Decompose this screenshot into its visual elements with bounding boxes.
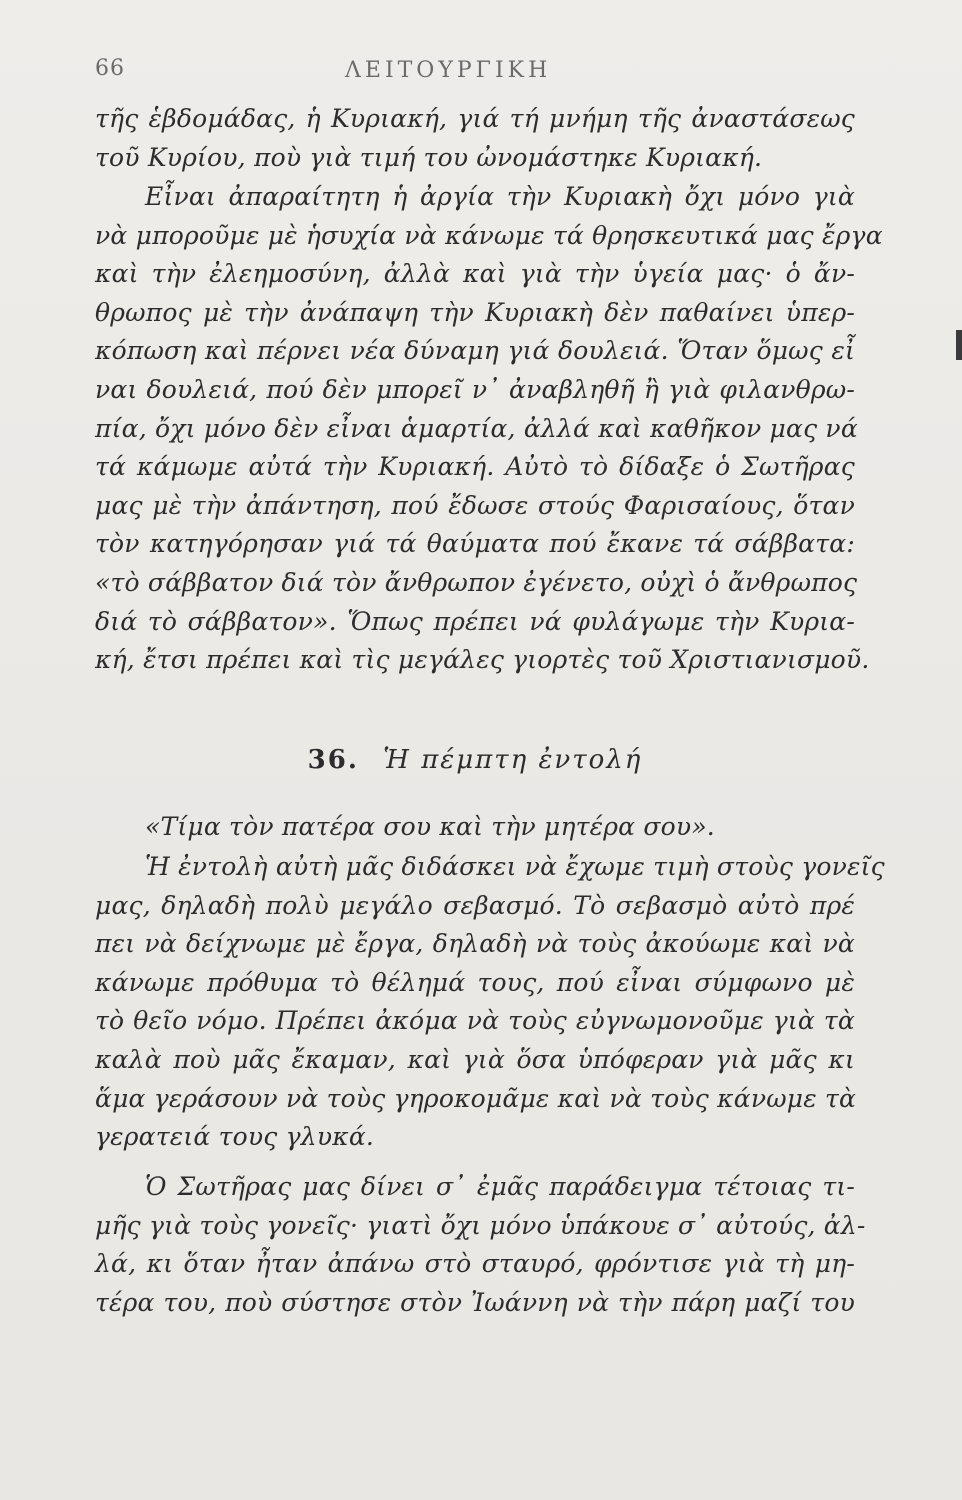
- text-line: ἅμα γεράσουν νὰ τοὺς γηροκομᾶμε καὶ νὰ τοὺς κάνωμε τὰ: [95, 1083, 857, 1113]
- text-line: Ὁ Σωτῆρας μας δίνει σ᾿ ἐμᾶς παράδειγμα τέτοιας τι-: [145, 1172, 855, 1201]
- text-line: διά τὸ σάββατον». Ὅπως πρέπει νά φυλάγωμε τὴν Κυρια-: [95, 606, 855, 636]
- text-line: θρωπος μὲ τὴν ἀνάπαψη τὴν Κυριακὴ δὲν παθαίνει ὑπερ-: [95, 297, 855, 327]
- text-line: μῆς γιὰ τοὺς γονεῖς· γιατὶ ὄχι μόνο ὑπάκουε σ᾿ αὐτούς, ἀλ-: [95, 1210, 866, 1240]
- text-line: κάνωμε πρόθυμα τὸ θέλημά τους, πού εἶναι σύμφωνο μὲ: [95, 967, 855, 997]
- text-line: καὶ τὴν ἐλεημοσύνη, ἀλλὰ καὶ γιὰ τὴν ὑγεία μας· ὁ ἄν-: [95, 259, 855, 289]
- paragraph-1: [95, 100, 855, 177]
- text-line: τὸ θεῖο νόμο. Πρέπει ἀκόμα νὰ τοὺς εὐγνωμονοῦμε γιὰ τὰ: [95, 1006, 855, 1036]
- text-line: γερατειά τους γλυκά.: [95, 1122, 375, 1152]
- paragraph-2: [95, 178, 883, 680]
- page-edge-mark: [956, 330, 962, 360]
- paragraph-4: [95, 1168, 866, 1322]
- text-line: «τὸ σάββατον διά τὸν ἄνθρωπον ἐγένετο, οὐχὶ ὁ ἄνθρωπος: [95, 567, 858, 597]
- text-line: μας μὲ τὴν ἀπάντηση, πού ἔδωσε στούς Φαρισαίους, ὅταν: [95, 490, 855, 520]
- running-title: ΛΕΙΤΟΥΡΓΙΚΗ: [345, 58, 552, 83]
- section-number: 36.: [307, 745, 359, 775]
- text-line: καλὰ ποὺ μᾶς ἔκαμαν, καὶ γιὰ ὅσα ὑπόφεραν γιὰ μᾶς κι: [95, 1044, 855, 1074]
- text-line: τὸν κατηγόρησαν γιά τά θαύματα πού ἔκανε τά σάββατα:: [95, 529, 855, 559]
- text-line: κόπωση καὶ πέρνει νέα δύναμη γιά δουλειά. Ὅταν ὅμως εἶ: [95, 336, 855, 366]
- quote-line: «Τίμα τὸν πατέρα σου καὶ τὴν μητέρα σου».: [145, 812, 715, 841]
- text-line: πει νὰ δείχνωμε μὲ ἔργα, δηλαδὴ νὰ τοὺς ἀκούωμε καὶ νὰ: [95, 929, 855, 959]
- text-line: πία, ὄχι μόνο δὲν εἶναι ἁμαρτία, ἀλλά καὶ καθῆκον μας νά: [95, 413, 858, 443]
- section-heading: [95, 745, 855, 775]
- page-number: 66: [95, 56, 125, 81]
- text-line: τοῦ Κυρίου, ποὺ γιὰ τιμή του ὠνομάστηκε Κυριακή.: [95, 142, 763, 172]
- text-line: τῆς ἑβδομάδας, ἡ Κυριακή, γιά τή μνήμη τῆς ἀναστάσεως: [95, 104, 855, 133]
- section-title: Ἡ πέμπτη ἐντολή: [383, 745, 643, 775]
- text-line: τά κάμωμε αὐτά τὴν Κυριακή. Αὐτὸ τὸ δίδαξε ὁ Σωτῆρας: [95, 452, 855, 482]
- text-line: λά, κι ὅταν ἦταν ἀπάνω στὸ σταυρό, φρόντισε γιὰ τὴ μη-: [95, 1249, 855, 1279]
- text-line: τέρα του, ποὺ σύστησε στὸν Ἰωάννη νὰ τὴν πάρη μαζί του: [95, 1287, 855, 1317]
- text-line: ναι δουλειά, πού δὲν μπορεῖ ν᾿ ἀναβληθῆ ἢ γιὰ φιλανθρω-: [95, 374, 855, 404]
- page-header: [95, 56, 865, 96]
- text-line: Εἶναι ἀπαραίτητη ἡ ἀργία τὴν Κυριακὴ ὄχι μόνο γιὰ: [145, 182, 855, 211]
- text-line: κή, ἔτσι πρέπει καὶ τὶς μεγάλες γιορτὲς τοῦ Χριστιανισμοῦ.: [95, 645, 870, 675]
- commandment-quote: [95, 808, 855, 847]
- text-line: νὰ μποροῦμε μὲ ἡσυχία νὰ κάνωμε τά θρησκευτικά μας ἔργα: [95, 220, 883, 250]
- paragraph-3: [95, 848, 885, 1157]
- text-line: μας, δηλαδὴ πολὺ μεγάλο σεβασμό. Τὸ σεβασμὸ αὐτὸ πρέ: [95, 890, 855, 920]
- text-line: Ἡ ἐντολὴ αὐτὴ μᾶς διδάσκει νὰ ἔχωμε τιμὴ στοὺς γονεῖς: [145, 852, 885, 881]
